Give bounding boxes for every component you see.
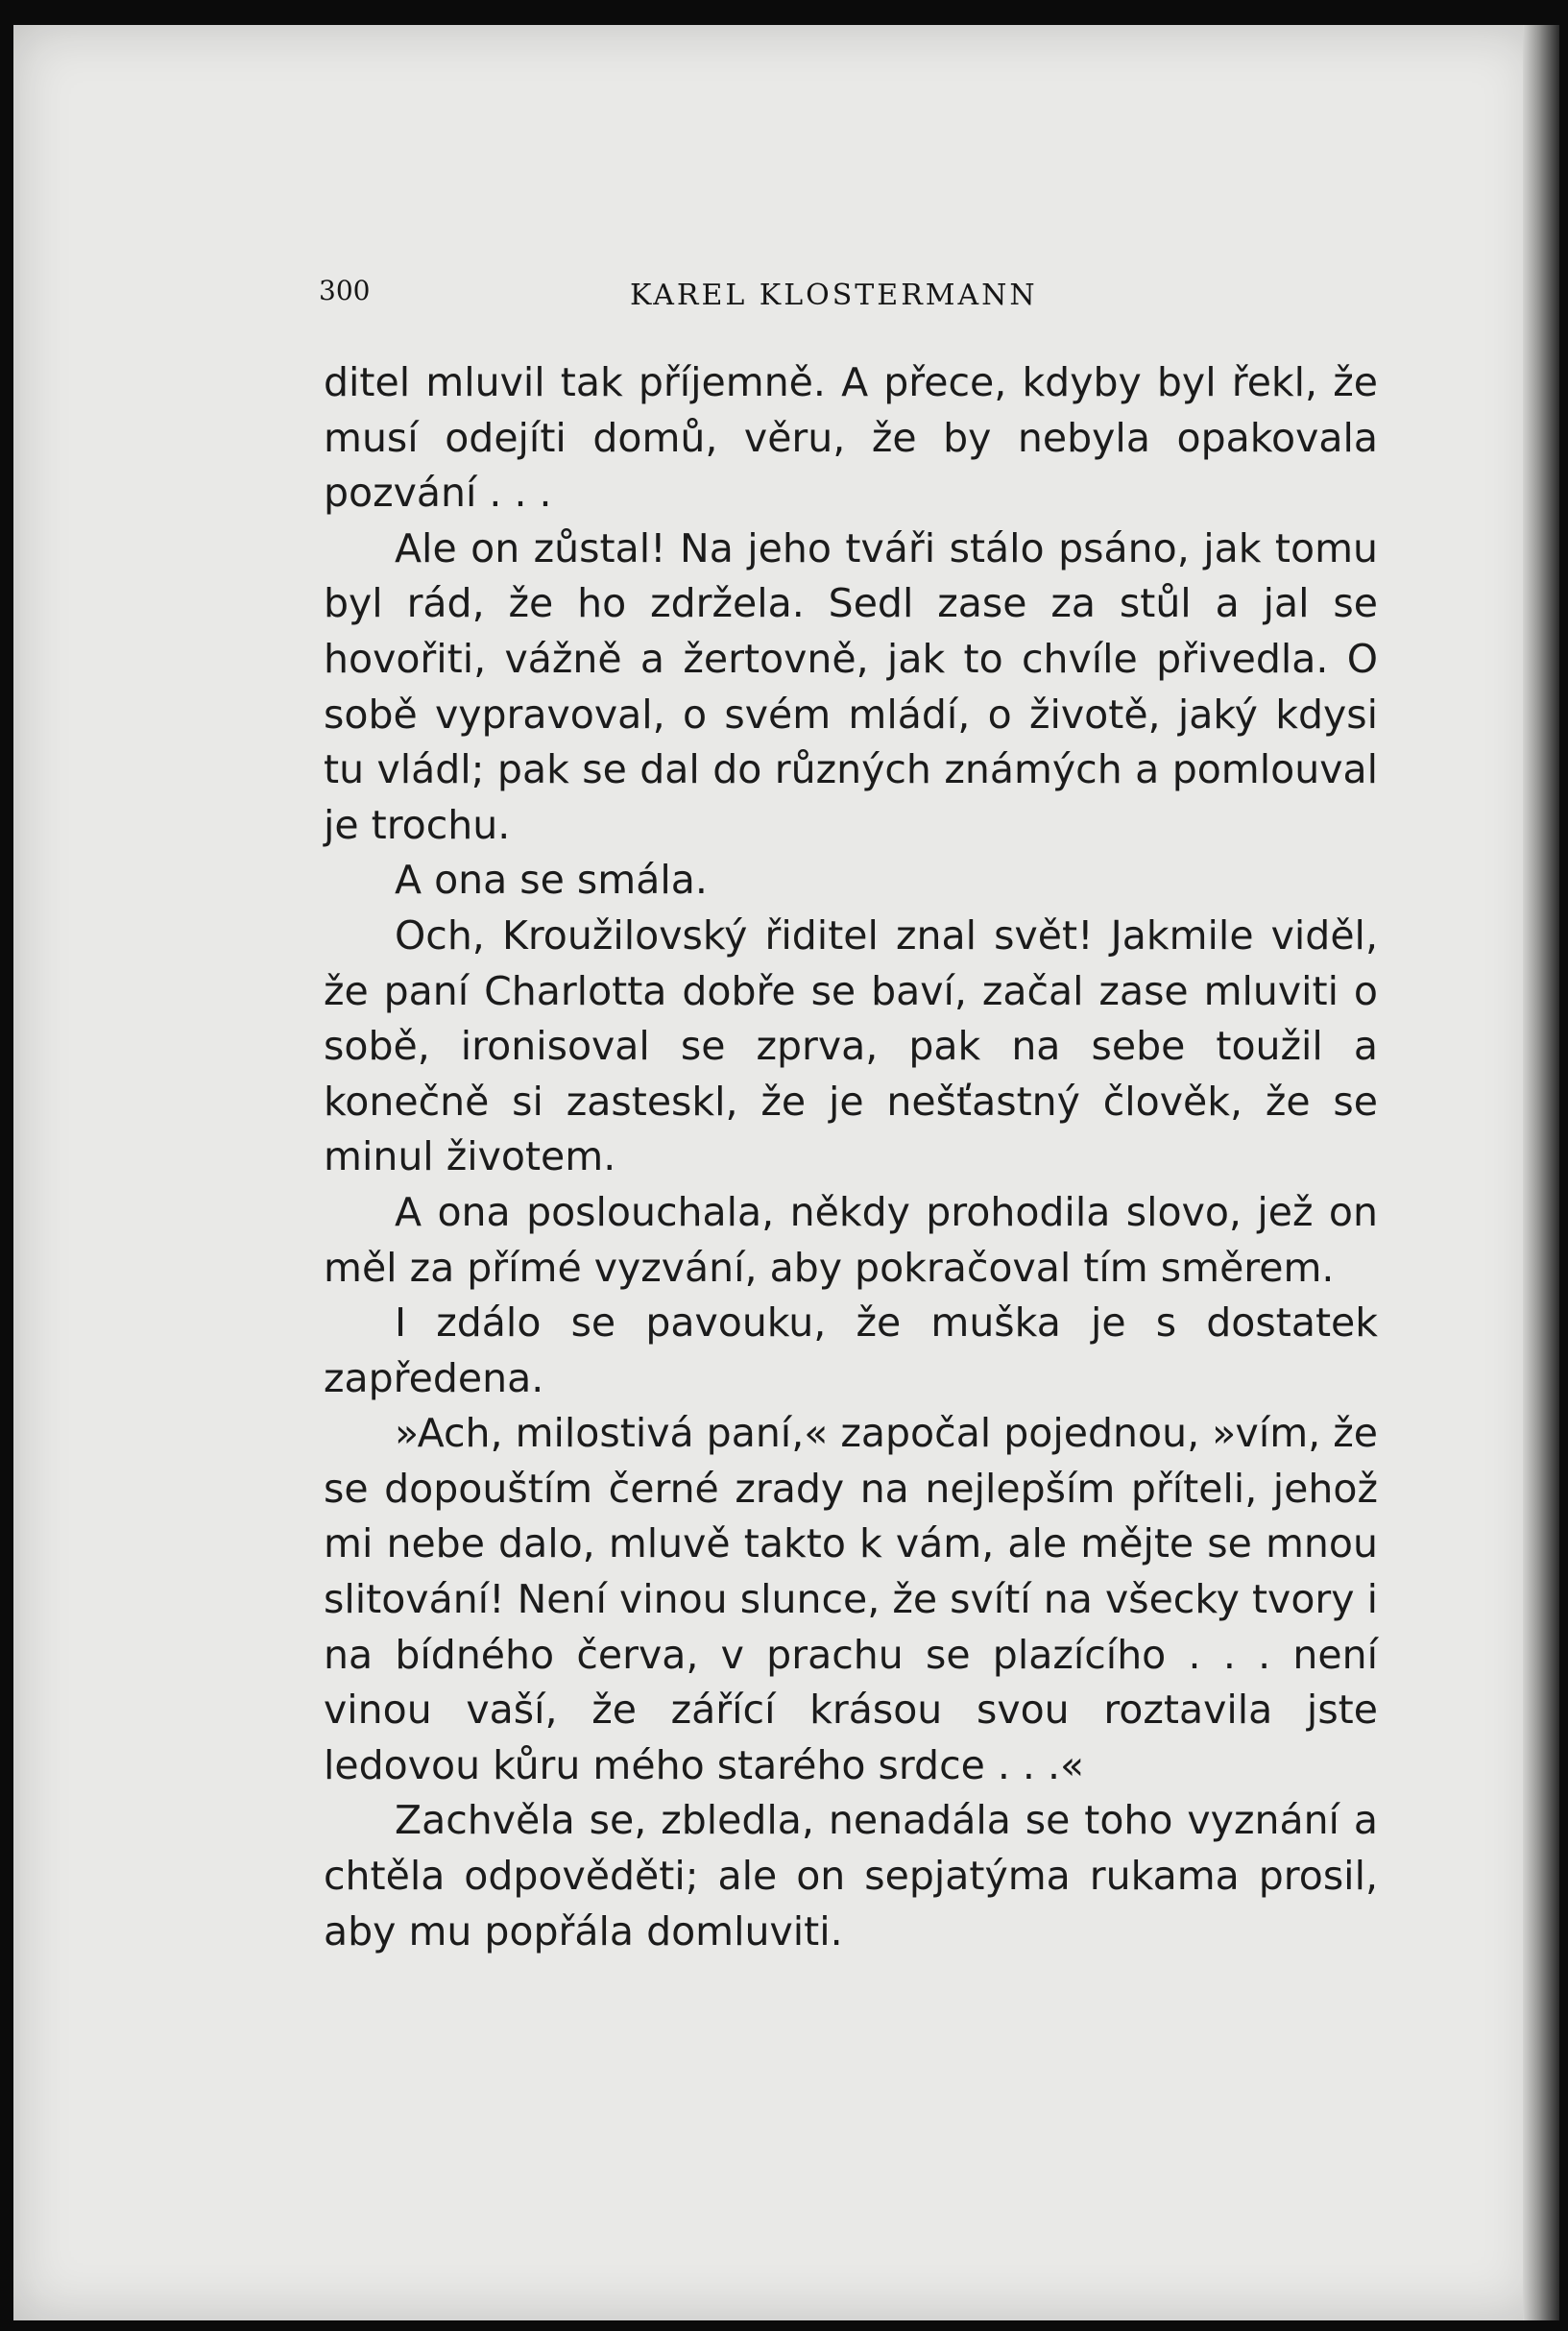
running-head: KAREL KLOSTERMANN (630, 279, 1038, 312)
paragraph: »Ach, milostivá paní,« započal pojednou, »vím, že se dopouštím černé zrady na nejlepším příteli, jehož mi nebe dalo, mluvě takto k vám, ale mějte se mnou slitování! Není vinou slunce, že svítí na všecky tvory i na bídného červa, v prachu se plazícího . . . není vinou vaší, že zářící krásou svou roztavila jste ledovou kůru mého starého srdce . . .« (324, 1410, 1378, 1788)
paragraph: Ale on zůstal! Na jeho tváři stálo psáno, jak tomu byl rád, že ho zdržela. Sedl zase za stůl a jal se hovořiti, vážně a žertovně, jak to chvíle přivedla. O sobě vypravoval, o svém mládí, o životě, jaký kdysi tu vládl; pak se dal do různých známých a pomlouval je trochu. (324, 524, 1378, 848)
paragraph: A ona poslouchala, někdy prohodila slovo, jež on měl za přímé vyzvání, aby pokračoval tím směrem. (324, 1188, 1378, 1291)
paragraph: A ona se smála. (395, 857, 708, 904)
page-header (307, 252, 1075, 312)
paragraph: Zachvěla se, zbledla, nenadála se toho vyznání a chtěla odpověděti; ale on sepjatýma rukama prosil, aby mu popřála domluviti. (324, 1797, 1378, 1955)
paragraph: Och, Kroužilovský řiditel znal svět! Jakmile viděl, že paní Charlotta dobře se baví, začal zase mluviti o sobě, ironisoval se zprva, pak na sebe toužil a konečně si zasteskl, že je nešťastný člověk, že se minul životem. (324, 911, 1378, 1180)
body-text (324, 355, 1378, 1959)
paragraph: ditel mluvil tak příjemně. A přece, kdyby byl řekl, že musí odejíti domů, věru, že by nebyla opakovala pozvání . . . (324, 359, 1378, 517)
paragraph: I zdálo se pavouku, že muška je s dostatek zapředena. (324, 1299, 1378, 1401)
page-edge-shadow (1523, 25, 1559, 2320)
page-number: 300 (319, 275, 371, 306)
